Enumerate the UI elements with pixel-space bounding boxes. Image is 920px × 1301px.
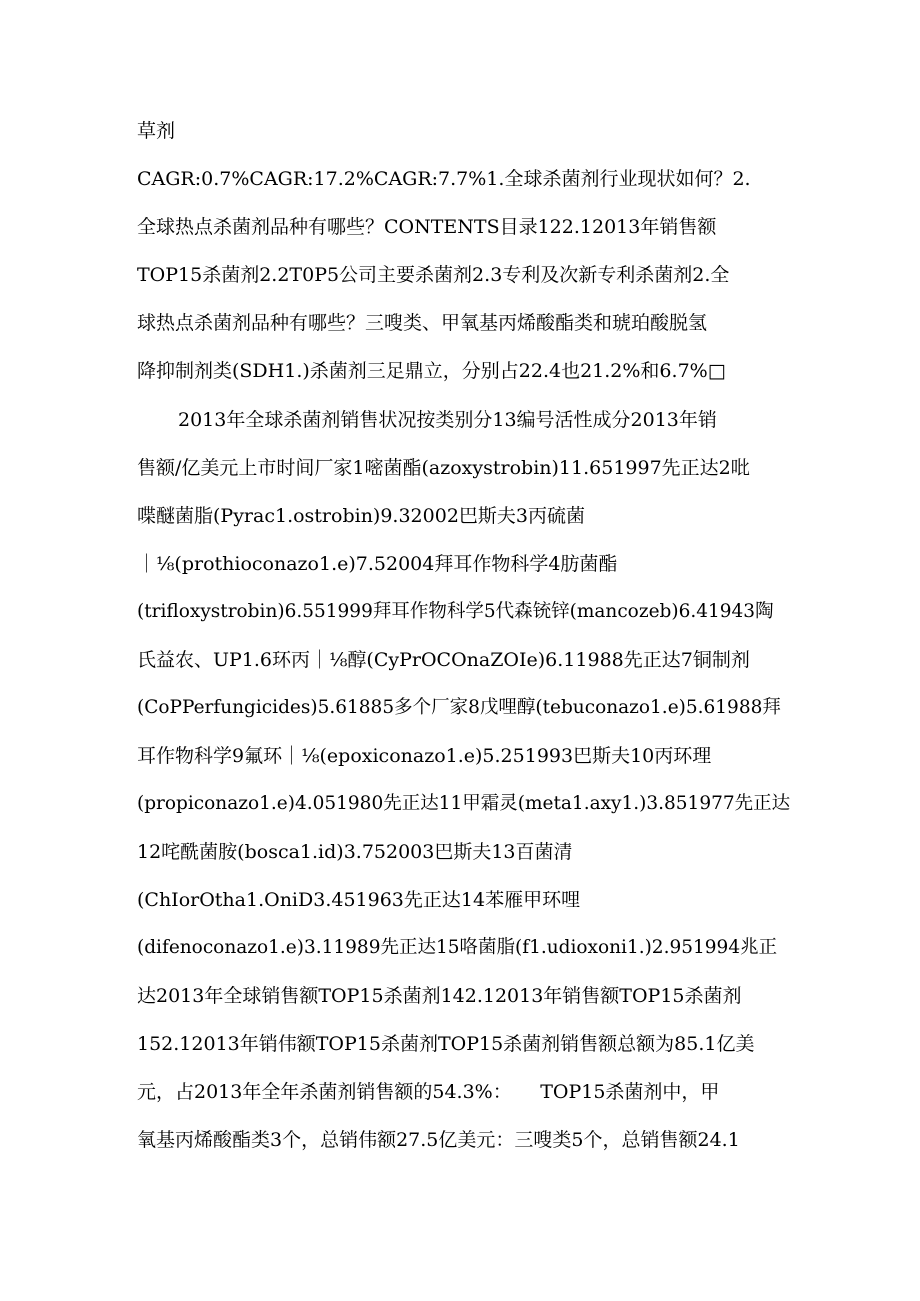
text-line-16: 12咤酰菌胺(bosca1.id)3.752003巴斯夫13百菌清 (137, 841, 573, 863)
text-line-6: 降抑制剂类(SDH1.)杀菌剂三足鼎立，分别占22.4也21.2%和6.7%□ (137, 360, 726, 382)
text-line-21: 元，占2013年全年杀菌剂销售额的54.3%： TOP15杀菌剂中，甲 (137, 1081, 720, 1103)
text-line-17: (ChIorOtha1.OniD3.451963先正达14苯雁甲环哩 (137, 889, 581, 911)
text-line-12: 氏益农、UP1.6环丙｜⅛醇(CyPrOCOnaZOIe)6.11988先正达7铜制剂 (137, 649, 750, 671)
text-line-1: 草剂 (137, 120, 176, 142)
text-line-13: (CoPPerfungicides)5.61885多个厂家8戊哩醇(tebuconazo1.e)5.61988拜 (137, 697, 781, 718)
text-line-15: (propiconazo1.e)4.051980先正达11甲霜灵(meta1.axy1.)3.851977先正达 (137, 793, 791, 814)
text-line-8: 售额/亿美元上市时间厂家1嘧菌酯(azoxystrobin)11.651997先正达2吡 (137, 457, 750, 479)
text-line-3: 全球热点杀菌剂品种有哪些？CONTENTS目录122.12013年销售额 (137, 216, 717, 238)
text-line-2: CAGR:0.7%CAGR:17.2%CAGR:7.7%1.全球杀菌剂行业现状如何？2. (137, 168, 751, 190)
text-line-11: (triflоxystrobin)6.551999拜耳作物科学5代森铳锌(mancozeb)6.41943陶 (137, 601, 774, 622)
text-line-7: 2013年全球杀菌剂销售状况按类别分13编号活性成分2013年销 (178, 409, 717, 431)
text-line-19: 达2013年全球销售额TOP15杀菌剂142.12013年销售额TOP15杀菌剂 (137, 985, 742, 1007)
text-line-18: (difenoconazo1.e)3.11989先正达15咯菌脂(f1.udioxoni1.)2.951994兆正 (137, 937, 778, 958)
text-line-20: 152.12013年销伟额TOP15杀菌剂TOP15杀菌剂销售额总额为85.1亿美 (137, 1033, 755, 1055)
text-line-5: 球热点杀菌剂品种有哪些？三嗖类、甲氧基丙烯酸酯类和琥珀酸脱氢 (137, 312, 708, 334)
text-line-9: 喋醚菌脂(Pyrac1.ostrobin)9.32002巴斯夫3丙硫菌 (137, 505, 586, 527)
text-line-4: TOP15杀菌剂2.2T0P5公司主要杀菌剂2.3专利及次新专利杀菌剂2.全 (137, 264, 730, 286)
text-line-22: 氧基丙烯酸酯类3个，总销伟额27.5亿美元：三嗖类5个，总销售额24.1 (137, 1129, 740, 1151)
text-line-10: ｜⅛(prothioconazo1.e)7.52004拜耳作物科学4肪菌酯 (137, 553, 618, 575)
text-line-14: 耳作物科学9氟环｜⅛(epoxiconazo1.e)5.251993巴斯夫10丙环理 (137, 745, 712, 767)
